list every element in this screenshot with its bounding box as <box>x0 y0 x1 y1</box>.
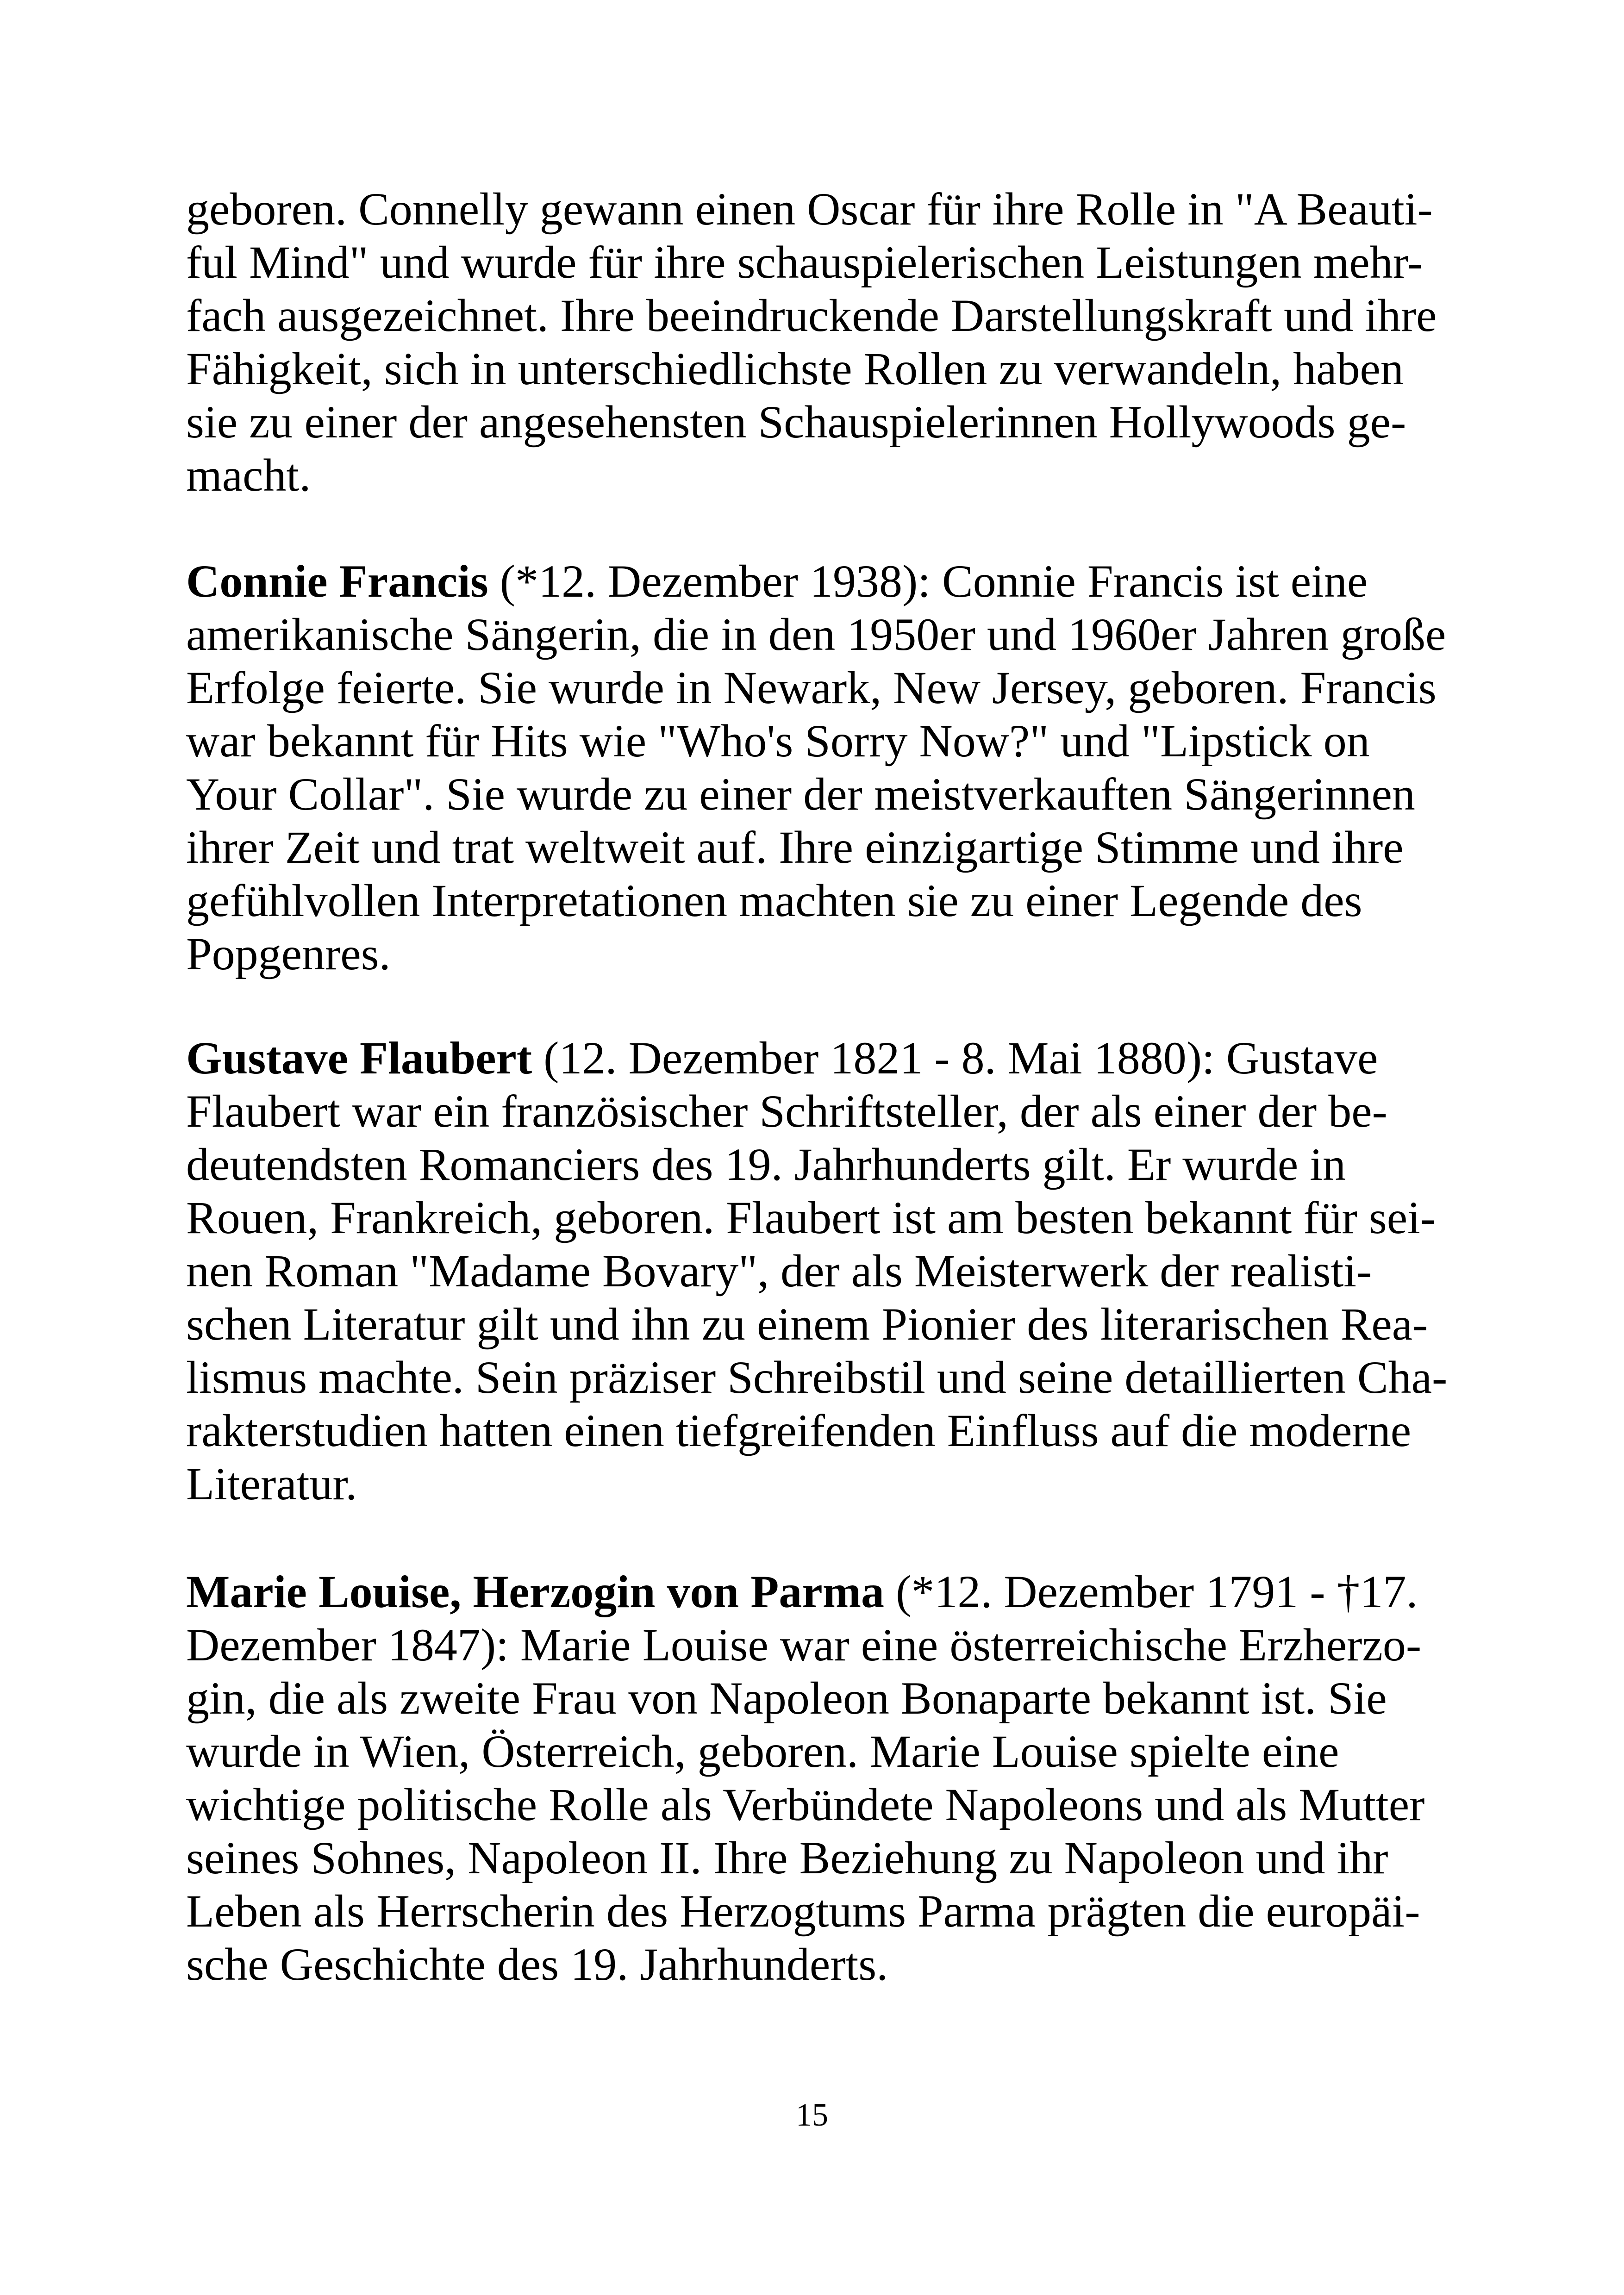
entry-name: Marie Louise, Herzogin von Parma <box>186 1566 885 1617</box>
paragraph-marie-louise <box>186 1565 1445 1991</box>
text-line: amerikanische Sängerin, die in den 1950er und 1960er Jahren große <box>186 609 1446 660</box>
paragraph-connelly-continuation <box>186 182 1445 502</box>
text-line: macht. <box>186 449 311 501</box>
text-line: seines Sohnes, Napoleon II. Ihre Beziehung zu Napoleon und ihr <box>186 1832 1388 1883</box>
text-line: rakterstudien hatten einen tiefgreifenden Einfluss auf die moderne <box>186 1405 1412 1456</box>
text-line: sche Geschichte des 19. Jahrhunderts. <box>186 1939 888 1990</box>
text-line: Erfolge feierte. Sie wurde in Newark, New Jersey, geboren. Francis <box>186 662 1437 713</box>
text-line: fach ausgezeichnet. Ihre beeindruckende Darstellungskraft und ihre <box>186 290 1437 341</box>
text-line: lismus machte. Sein präziser Schreibstil und seine detaillierten Cha- <box>186 1352 1448 1403</box>
text-line: Fähigkeit, sich in unterschiedlichste Rollen zu verwandeln, haben <box>186 343 1404 394</box>
entry-dates: (*12. Dezember 1938): Connie Francis ist eine <box>488 555 1368 607</box>
text-line: war bekannt für Hits wie "Who's Sorry Now?" und "Lipstick on <box>186 715 1370 767</box>
entry-name: Gustave Flaubert <box>186 1032 532 1084</box>
paragraph-gustave-flaubert <box>186 1031 1448 1510</box>
page-number: 15 <box>796 2097 828 2133</box>
entry-first-line <box>186 1031 1445 1085</box>
entry-dates: (12. Dezember 1821 - 8. Mai 1880): Gustave <box>532 1032 1378 1084</box>
text-line: ihrer Zeit und trat weltweit auf. Ihre einzigartige Stimme und ihre <box>186 822 1404 873</box>
text-line: ful Mind" und wurde für ihre schauspielerischen Leistungen mehr- <box>186 237 1423 288</box>
text-line: Flaubert war ein französischer Schriftsteller, der als einer der be- <box>186 1085 1387 1137</box>
text-line: nen Roman "Madame Bovary", der als Meisterwerk der realisti- <box>186 1245 1372 1297</box>
text-line: gin, die als zweite Frau von Napoleon Bonaparte bekannt ist. Sie <box>186 1672 1387 1724</box>
entry-first-line <box>186 555 1445 608</box>
entry-first-line <box>186 1565 1445 1618</box>
text-line: sie zu einer der angesehensten Schauspielerinnen Hollywoods ge- <box>186 396 1406 448</box>
entry-name: Connie Francis <box>186 555 488 607</box>
text-line: wurde in Wien, Österreich, geboren. Marie Louise spielte eine <box>186 1726 1339 1777</box>
text-line: Dezember 1847): Marie Louise war eine österreichische Erzherzo- <box>186 1619 1422 1671</box>
text-line: Leben als Herrscherin des Herzogtums Parma prägten die europäi- <box>186 1885 1420 1937</box>
text-line: deutendsten Romanciers des 19. Jahrhunderts gilt. Er wurde in <box>186 1139 1346 1190</box>
entry-dates: (*12. Dezember 1791 - †17. <box>884 1566 1418 1617</box>
text-line: Literatur. <box>186 1458 357 1509</box>
text-line: gefühlvollen Interpretationen machten sie zu einer Legende des <box>186 875 1362 926</box>
text-line: Your Collar". Sie wurde zu einer der meistverkauften Sängerinnen <box>186 768 1415 820</box>
text-line: Rouen, Frankreich, geboren. Flaubert ist am besten bekannt für sei- <box>186 1192 1436 1243</box>
paragraph-connie-francis <box>186 555 1445 980</box>
text-line: Popgenres. <box>186 928 391 979</box>
text-line: geboren. Connelly gewann einen Oscar für ihre Rolle in "A Beauti- <box>186 183 1433 235</box>
text-line: schen Literatur gilt und ihn zu einem Pionier des literarischen Rea- <box>186 1298 1428 1350</box>
text-line: wichtige politische Rolle als Verbündete Napoleons und als Mutter <box>186 1779 1425 1830</box>
